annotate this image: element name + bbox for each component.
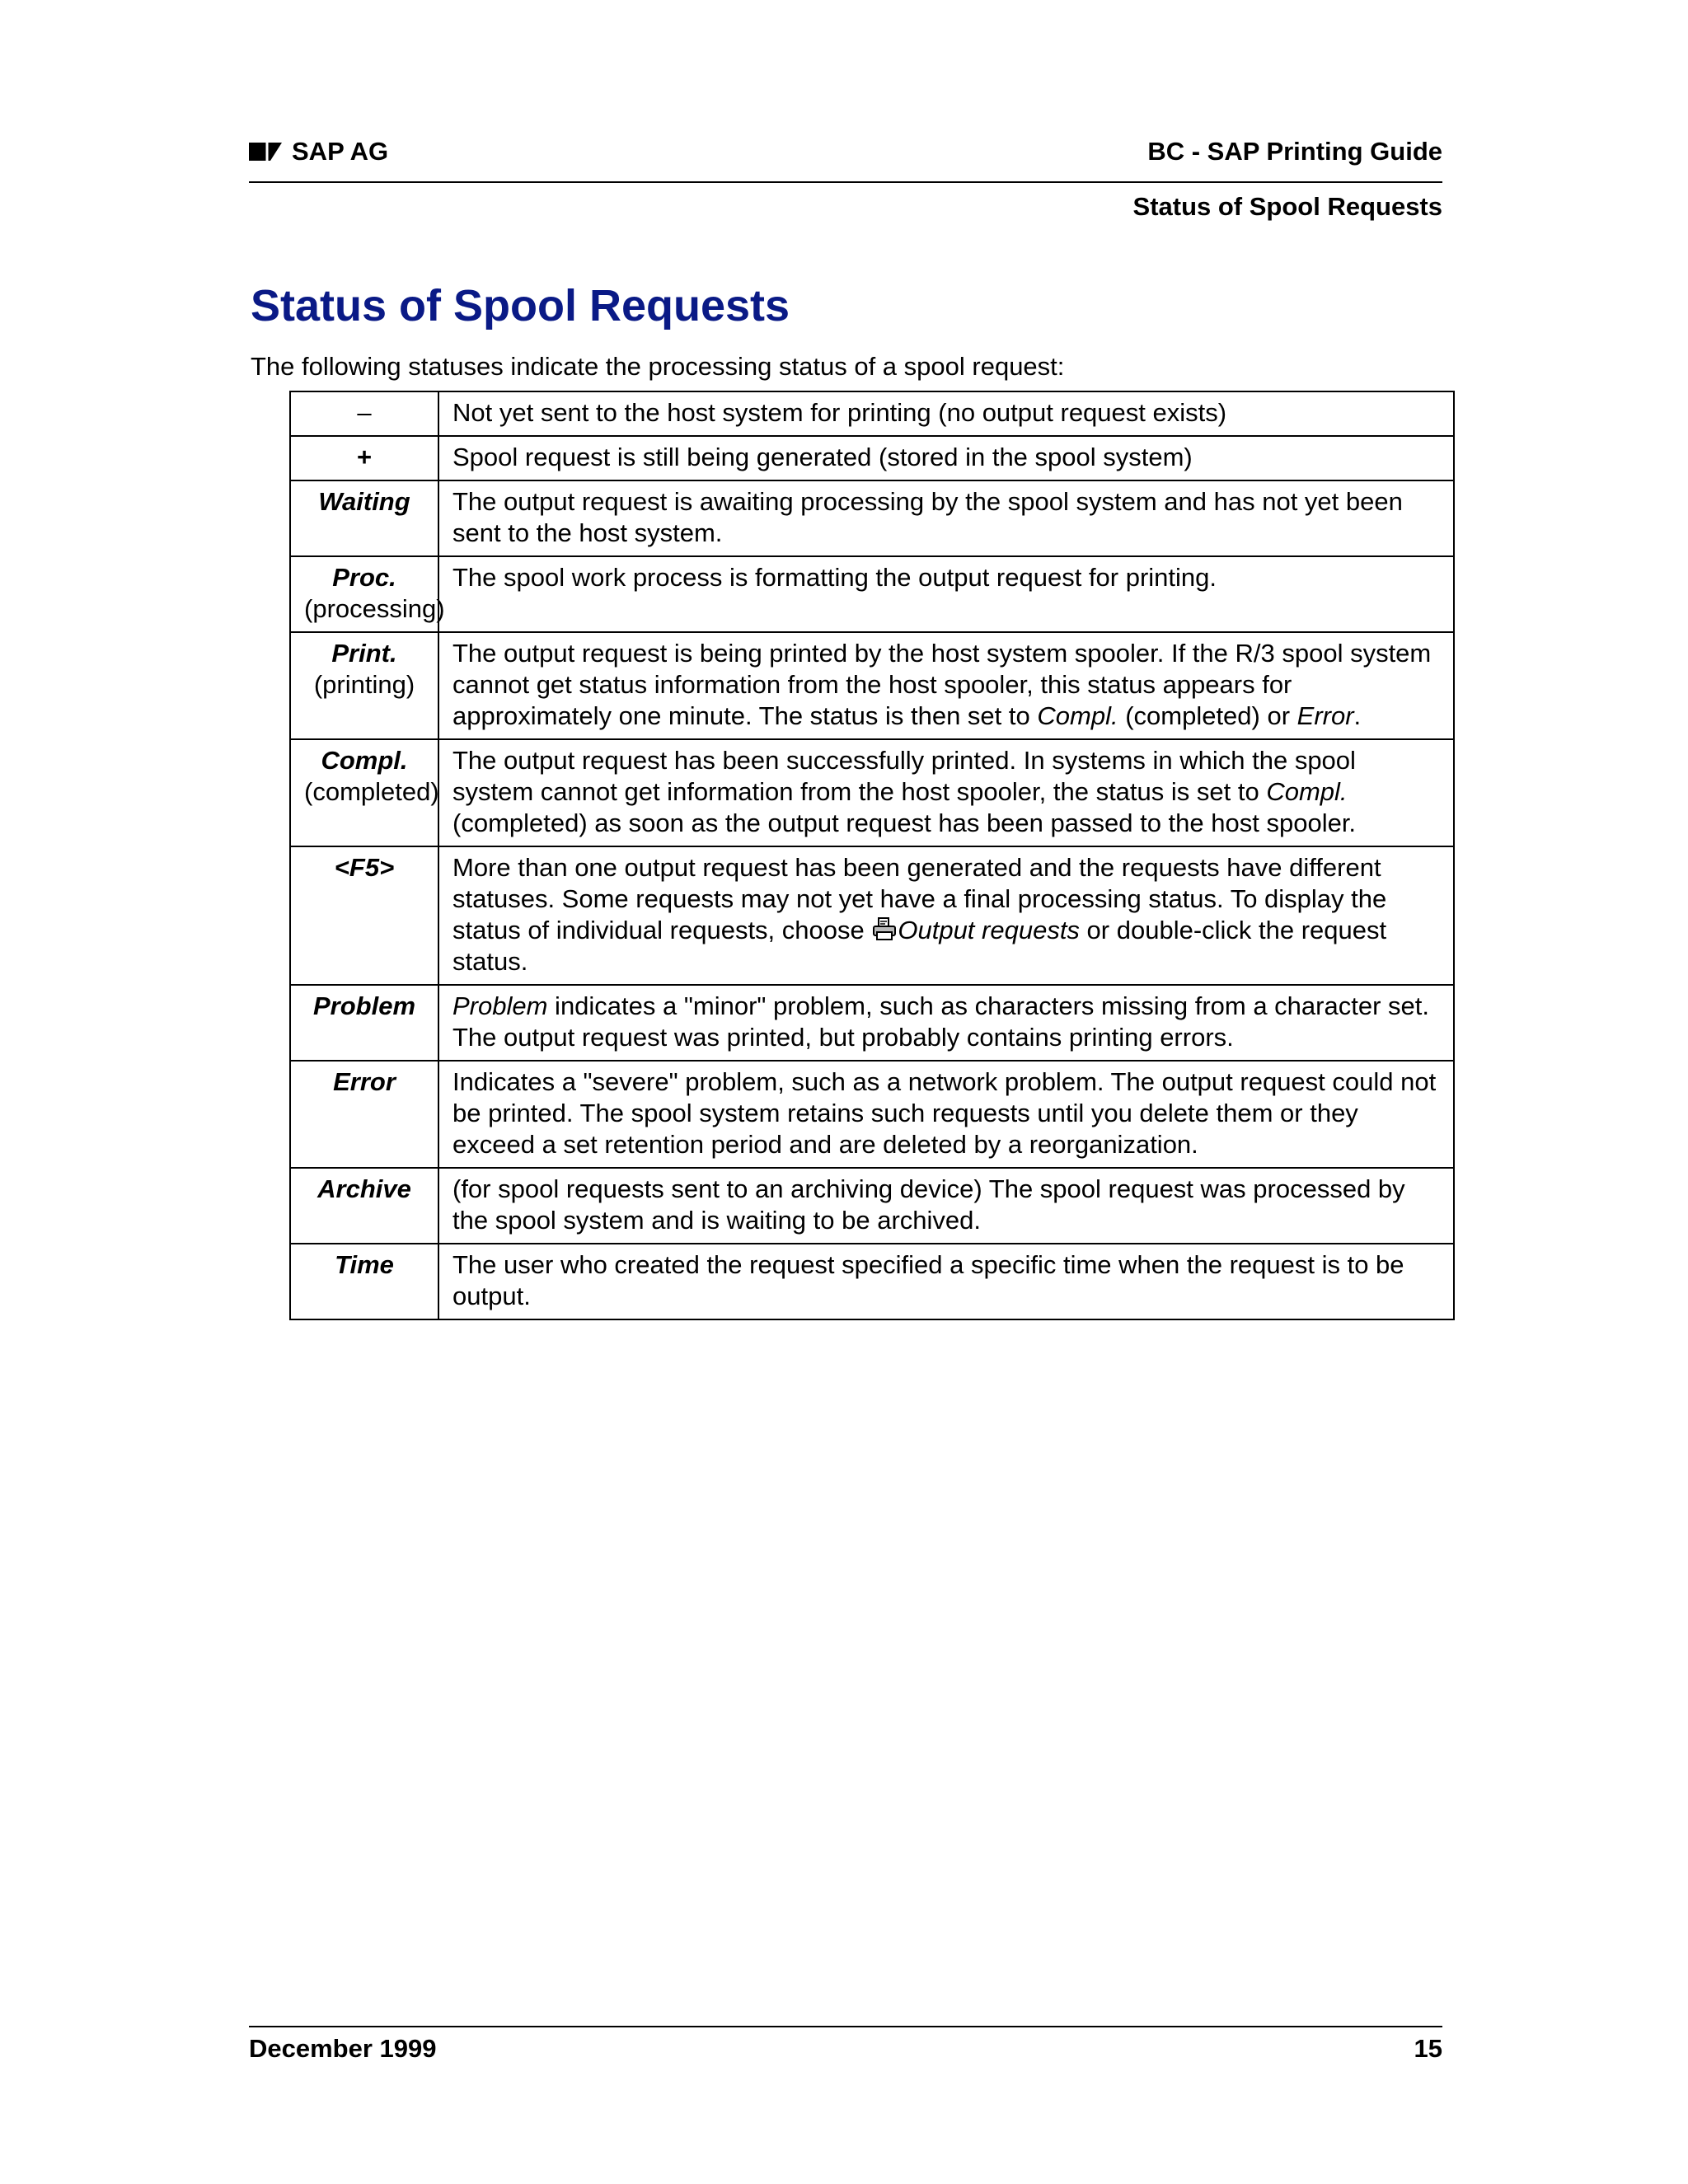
section-label: Status of Spool Requests xyxy=(1132,192,1442,221)
status-code-note: (completed) xyxy=(304,777,439,806)
intro-text: The following statuses indicate the processing status of a spool request: xyxy=(251,352,1065,381)
table-row xyxy=(290,985,1454,1061)
status-description: Spool request is still being generated (stored in the spool system) xyxy=(438,436,1454,480)
status-code: Problem xyxy=(290,985,438,1061)
status-code: Waiting xyxy=(290,480,438,556)
status-code-note: (processing) xyxy=(304,594,445,623)
status-code: Time xyxy=(290,1244,438,1319)
table-row xyxy=(290,1244,1454,1319)
page-title: Status of Spool Requests xyxy=(251,281,790,330)
company-block xyxy=(249,137,388,166)
table-row xyxy=(290,632,1454,739)
status-description: The user who created the request specified a specific time when the request is to be output. xyxy=(438,1244,1454,1319)
document-title: BC - SAP Printing Guide xyxy=(1147,137,1442,166)
status-code: + xyxy=(290,436,438,480)
page-footer xyxy=(249,2026,1442,2063)
table-row xyxy=(290,556,1454,632)
table-row xyxy=(290,846,1454,985)
printer-icon xyxy=(871,916,898,942)
table-row xyxy=(290,480,1454,556)
table-row xyxy=(290,391,1454,436)
table-row xyxy=(290,739,1454,846)
footer-date: December 1999 xyxy=(249,2034,437,2063)
status-description: Indicates a "severe" problem, such as a network problem. The output request could not be printed. The spool system retains such requests until you delete them or they exceed a set retention period and are deleted by a reorganization. xyxy=(438,1061,1454,1168)
status-code: Compl. (completed) xyxy=(290,739,438,846)
status-description: More than one output request has been generated and the requests have different statuses. Some requests may not yet have a final processing status. To display the status of individual requests, choose Output requests or double-click the request status. xyxy=(438,846,1454,985)
status-description: The output request is awaiting processing by the spool system and has not yet been sent to the host system. xyxy=(438,480,1454,556)
status-table xyxy=(289,391,1455,1320)
table-row xyxy=(290,436,1454,480)
company-name: SAP AG xyxy=(292,137,389,166)
page-header xyxy=(249,137,1442,183)
table-row xyxy=(290,1168,1454,1244)
status-code: <F5> xyxy=(290,846,438,985)
status-code: Archive xyxy=(290,1168,438,1244)
status-description: The output request is being printed by the host system spooler. If the R/3 spool system cannot get status information from the host spooler, this status appears for approximately one minute. The status is then set to Compl. (completed) or Error. xyxy=(438,632,1454,739)
status-description: Problem indicates a "minor" problem, such as characters missing from a character set. The output request was printed, but probably contains printing errors. xyxy=(438,985,1454,1061)
page-number: 15 xyxy=(1414,2034,1442,2063)
table-row xyxy=(290,1061,1454,1168)
sap-logo-icon xyxy=(249,143,282,161)
status-description: The spool work process is formatting the output request for printing. xyxy=(438,556,1454,632)
status-code: – xyxy=(290,391,438,436)
status-code-note: (printing) xyxy=(313,670,415,699)
status-description: (for spool requests sent to an archiving device) The spool request was processed by the spool system and is waiting to be archived. xyxy=(438,1168,1454,1244)
status-code: Proc. (processing) xyxy=(290,556,438,632)
status-code: Print. (printing) xyxy=(290,632,438,739)
status-description: The output request has been successfully printed. In systems in which the spool system cannot get information from the host spooler, the status is set to Compl. (completed) as soon as the output request has been passed to the host spooler. xyxy=(438,739,1454,846)
status-description: Not yet sent to the host system for printing (no output request exists) xyxy=(438,391,1454,436)
status-code: Error xyxy=(290,1061,438,1168)
